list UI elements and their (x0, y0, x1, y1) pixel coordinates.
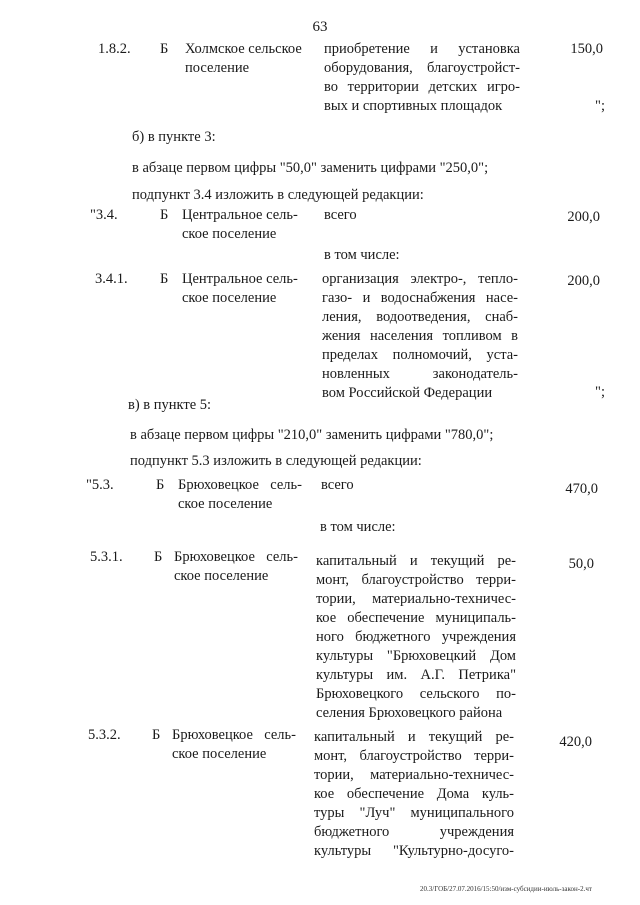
description-line: бюджетного учреждения (314, 824, 514, 840)
row-number: 5.3.1. (90, 549, 123, 565)
description-line: селения Брюховецкого района (316, 705, 503, 721)
paragraph: подпункт 3.4 изложить в следующей редакции: (132, 187, 424, 203)
recipient-line: ское поселение (178, 496, 273, 512)
description-line: тории, материально-техничес- (316, 591, 516, 607)
paragraph: в абзаце первом цифры "210,0" заменить цифрами "780,0"; (130, 427, 494, 443)
row-description (324, 40, 520, 116)
row-recipient (174, 548, 298, 586)
description-line: капитальный и текущий ре- (316, 553, 516, 569)
footer-file-path: 20.3/ГОБ/27.07.2016/15:50/изм-субсидии-июль-закон-2.чт (420, 885, 592, 893)
row-description (316, 552, 516, 723)
description-line: ления, водоотведения, снаб- (322, 309, 518, 325)
row-sum: 200,0 (567, 273, 600, 289)
description-line: новленных законодатель- (322, 366, 518, 382)
recipient-line: Центральное сель- (182, 207, 298, 223)
row-description: всего (324, 207, 357, 223)
recipient-line: Брюховецкое сель- (178, 477, 302, 493)
row-category: Б (156, 477, 165, 493)
description-line: пределах полномочий, уста- (322, 347, 518, 363)
paragraph-subitem: в) в пункте 5: (128, 397, 212, 413)
description-line: культуры "Культурно-досуго- (314, 843, 514, 859)
recipient-line: Центральное сель- (182, 271, 298, 287)
page-number: 63 (312, 19, 328, 35)
row-sum: 150,0 (570, 41, 603, 57)
row-number: "3.4. (90, 207, 118, 223)
description-line: культуры "Брюховецкий Дом (316, 648, 516, 664)
row-sum: 470,0 (565, 481, 598, 497)
recipient-line: ское поселение (182, 226, 277, 242)
recipient-line: Холмское сельское (185, 41, 302, 57)
description-line: ного бюджетного учреждения (316, 629, 516, 645)
description-line: во территории детских игро- (324, 79, 520, 95)
row-sum: 200,0 (567, 209, 600, 225)
recipient-line: Брюховецкое сель- (174, 549, 298, 565)
closing-quote: "; (595, 98, 605, 114)
row-number: 5.3.2. (88, 727, 121, 743)
row-sum: 50,0 (568, 556, 594, 572)
description-line: кое обеспечение муниципаль- (316, 610, 516, 626)
description-line: оборудования, благоустройст- (324, 60, 520, 76)
description-line: приобретение и установка (324, 41, 520, 57)
description-line: вых и спортивных площадок (324, 98, 503, 114)
including-label: в том числе: (320, 519, 396, 535)
description-line: жения населения топливом в (322, 328, 518, 344)
description-line: вом Российской Федерации (322, 385, 493, 401)
row-recipient (182, 206, 312, 244)
description-line: газо- и водоснабжения насе- (322, 290, 518, 306)
recipient-line: ское поселение (174, 568, 269, 584)
paragraph: подпункт 5.3 изложить в следующей редакции: (130, 453, 422, 469)
row-recipient (172, 726, 296, 764)
description-line: монт, благоустройство терри- (316, 572, 516, 588)
description-line: туры "Луч" муниципального (314, 805, 514, 821)
row-number: 3.4.1. (95, 271, 128, 287)
description-line: культуры им. А.Г. Петрика" (316, 667, 516, 683)
recipient-line: ское поселение (172, 746, 267, 762)
row-description (322, 270, 518, 403)
row-category: Б (160, 271, 169, 287)
row-category: Б (160, 41, 169, 57)
recipient-line: поселение (185, 60, 250, 76)
description-line: организация электро-, тепло- (322, 271, 518, 287)
including-label: в том числе: (324, 247, 400, 263)
closing-quote: "; (595, 384, 605, 400)
row-description (314, 728, 514, 861)
recipient-line: Брюховецкое сель- (172, 727, 296, 743)
row-recipient (178, 476, 302, 514)
description-line: монт, благоустройство терри- (314, 748, 514, 764)
recipient-line: ское поселение (182, 290, 277, 306)
row-number: "5.3. (86, 477, 114, 493)
row-category: Б (152, 727, 161, 743)
row-number: 1.8.2. (98, 41, 131, 57)
row-sum: 420,0 (559, 734, 592, 750)
paragraph: в абзаце первом цифры "50,0" заменить цифрами "250,0"; (132, 160, 489, 176)
row-recipient (182, 270, 312, 308)
row-category: Б (160, 207, 169, 223)
row-recipient (185, 40, 315, 78)
paragraph-subitem: б) в пункте 3: (132, 129, 216, 145)
description-line: капитальный и текущий ре- (314, 729, 514, 745)
description-line: Брюховецкого сельского по- (316, 686, 516, 702)
description-line: тории, материально-техничес- (314, 767, 514, 783)
row-description: всего (321, 477, 354, 493)
row-category: Б (154, 549, 163, 565)
description-line: кое обеспечение Дома куль- (314, 786, 514, 802)
